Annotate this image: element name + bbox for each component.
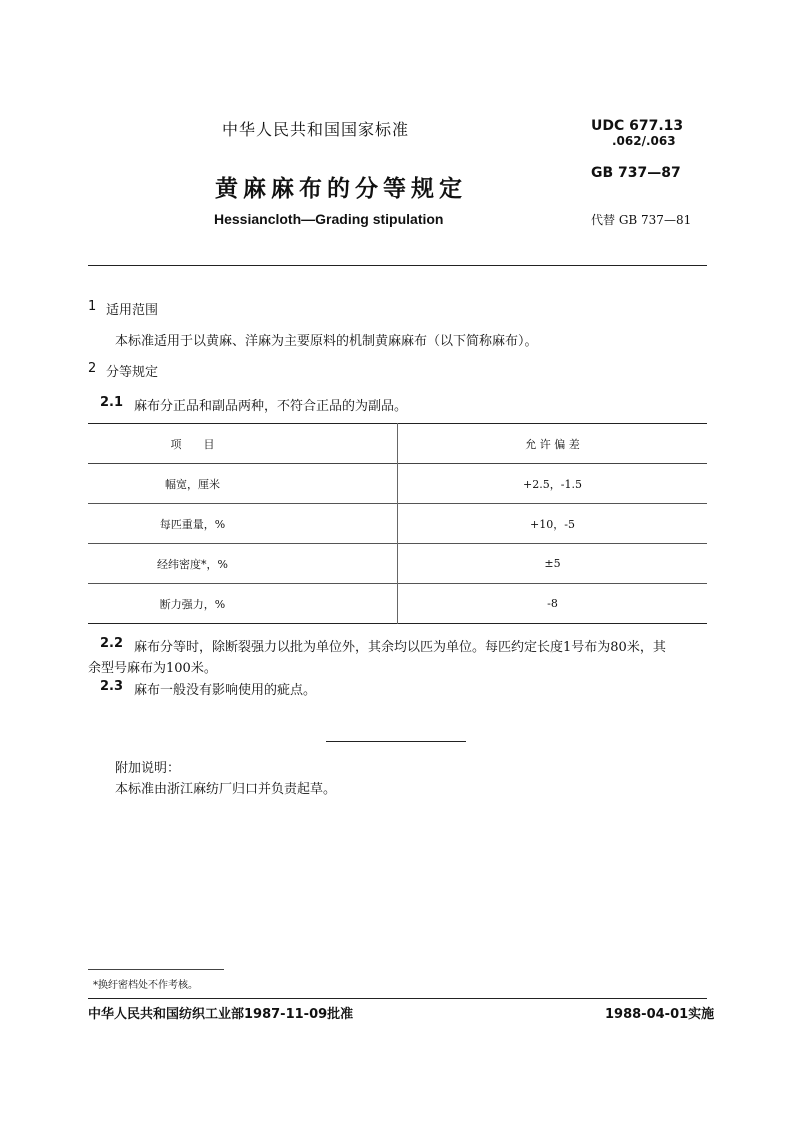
footnote: *换纡密档处不作考核。 (93, 980, 198, 991)
udc-code-line2: .062/.063 (612, 134, 676, 148)
table-header-tolerance: 允 许 偏 差 (525, 437, 580, 451)
document-title: 黄麻麻布的分等规定 (215, 176, 467, 202)
table-cell-tolerance: +10，-5 (530, 517, 575, 531)
table-cell-tolerance: -8 (547, 597, 558, 610)
table-cell-item: 每匹重量，% (159, 517, 226, 531)
section-2-3-text: 麻布一般没有影响使用的疵点。 (134, 683, 317, 698)
table-row (88, 464, 707, 504)
section-2-title: 分等规定 (106, 365, 159, 380)
table-row (88, 504, 707, 544)
table-cell-item: 经纬密度*，% (157, 557, 228, 571)
section-2-3-number: 2.3 (100, 679, 124, 694)
header-divider (88, 265, 707, 266)
table-cell-item: 断力强力，% (159, 597, 226, 611)
section-1-text: 本标准适用于以黄麻、洋麻为主要原料的机制黄麻麻布（以下简称麻布）。 (115, 334, 538, 349)
section-2-2-text-line2: 余型号麻布为100米。 (88, 661, 217, 676)
approval-date: 中华人民共和国纺织工业部1987-11-09批准 (88, 1007, 354, 1022)
table-cell-tolerance: ±5 (544, 557, 561, 570)
section-2-number: 2 (88, 361, 97, 376)
section-1-number: 1 (88, 299, 97, 314)
appendix-text: 本标准由浙江麻纺厂归口并负责起草。 (115, 782, 337, 797)
table-cell-tolerance: +2.5，-1.5 (523, 477, 582, 491)
end-of-text-rule (326, 741, 466, 742)
udc-code-line1: UDC 677.13 (591, 118, 684, 134)
effective-date: 1988-04-01实施 (605, 1007, 715, 1022)
section-2-2-number: 2.2 (100, 636, 124, 651)
replaces-note: 代替 GB 737—81 (591, 213, 692, 227)
section-2-1-number: 2.1 (100, 395, 124, 410)
table-cell-item: 幅宽，厘米 (165, 477, 220, 491)
english-title: Hessiancloth—Grading stipulation (214, 211, 444, 227)
section-2-2-text-line1: 麻布分等时，除断裂强力以批为单位外，其余均以匹为单位。每匹约定长度1号布为80米，其 (134, 640, 666, 655)
footer-divider (88, 998, 707, 999)
appendix-title: 附加说明： (115, 761, 181, 776)
table-row (88, 584, 707, 624)
section-2-1-text: 麻布分正品和副品两种，不符合正品的为副品。 (134, 399, 408, 414)
table-header-item: 项 目 (88, 424, 398, 464)
tolerance-table (88, 423, 707, 624)
standard-org-title: 中华人民共和国国家标准 (222, 120, 410, 139)
section-1-title: 适用范围 (106, 303, 159, 318)
table-header-row (88, 424, 707, 464)
footnote-rule (88, 969, 224, 970)
gb-code: GB 737—87 (591, 165, 681, 181)
table-row (88, 544, 707, 584)
